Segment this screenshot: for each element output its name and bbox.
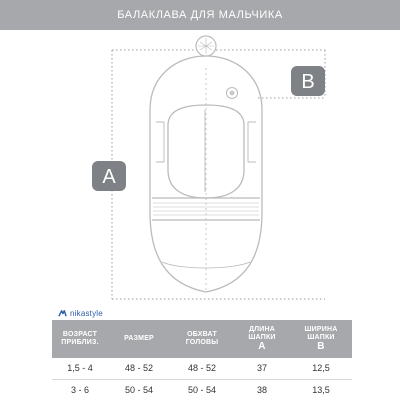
dimension-b-label: B bbox=[301, 71, 315, 93]
col-width-b: ШИРИНА ШАПКИ B bbox=[290, 320, 352, 358]
size-table-header bbox=[52, 320, 352, 358]
size-table bbox=[52, 320, 352, 400]
col-head-circumference: ОБХВАТ ГОЛОВЫ bbox=[170, 320, 234, 358]
cell-head: 48 - 52 bbox=[170, 358, 234, 379]
patch-icon bbox=[227, 88, 238, 99]
cell-age: 3 - 6 bbox=[70, 384, 89, 395]
col-size: РАЗМЕР bbox=[108, 320, 170, 358]
dimension-a-label: A bbox=[102, 166, 116, 188]
col-age: ВОЗРАСТ ПРИБЛИЗ. bbox=[52, 320, 108, 358]
balaclava-outline bbox=[150, 56, 262, 292]
cell-width: 13,5 bbox=[312, 384, 330, 395]
nikastyle-logo-icon bbox=[58, 309, 67, 318]
dimension-a-badge bbox=[92, 161, 126, 191]
cell-length: 38 bbox=[256, 384, 267, 395]
pompom-icon bbox=[196, 36, 216, 56]
brand-name: nikastyle bbox=[70, 308, 103, 318]
brand-logo bbox=[58, 307, 103, 319]
cell-length: 37 bbox=[234, 358, 290, 379]
cell-size: 48 - 52 bbox=[108, 358, 170, 379]
col-length-a: ДЛИНА ШАПКИ A bbox=[234, 320, 290, 358]
dimension-b-badge bbox=[291, 66, 325, 96]
cell-head: 50 - 54 bbox=[187, 384, 217, 395]
cell-width: 12,5 bbox=[290, 358, 352, 379]
table-row bbox=[52, 358, 352, 379]
balaclava-diagram bbox=[0, 30, 400, 308]
cell-size: 50 - 54 bbox=[124, 384, 154, 395]
page-title: БАЛАКЛАВА ДЛЯ МАЛЬЧИКА bbox=[0, 0, 400, 30]
table-row bbox=[52, 379, 352, 400]
cell-age: 1,5 - 4 bbox=[52, 358, 108, 379]
